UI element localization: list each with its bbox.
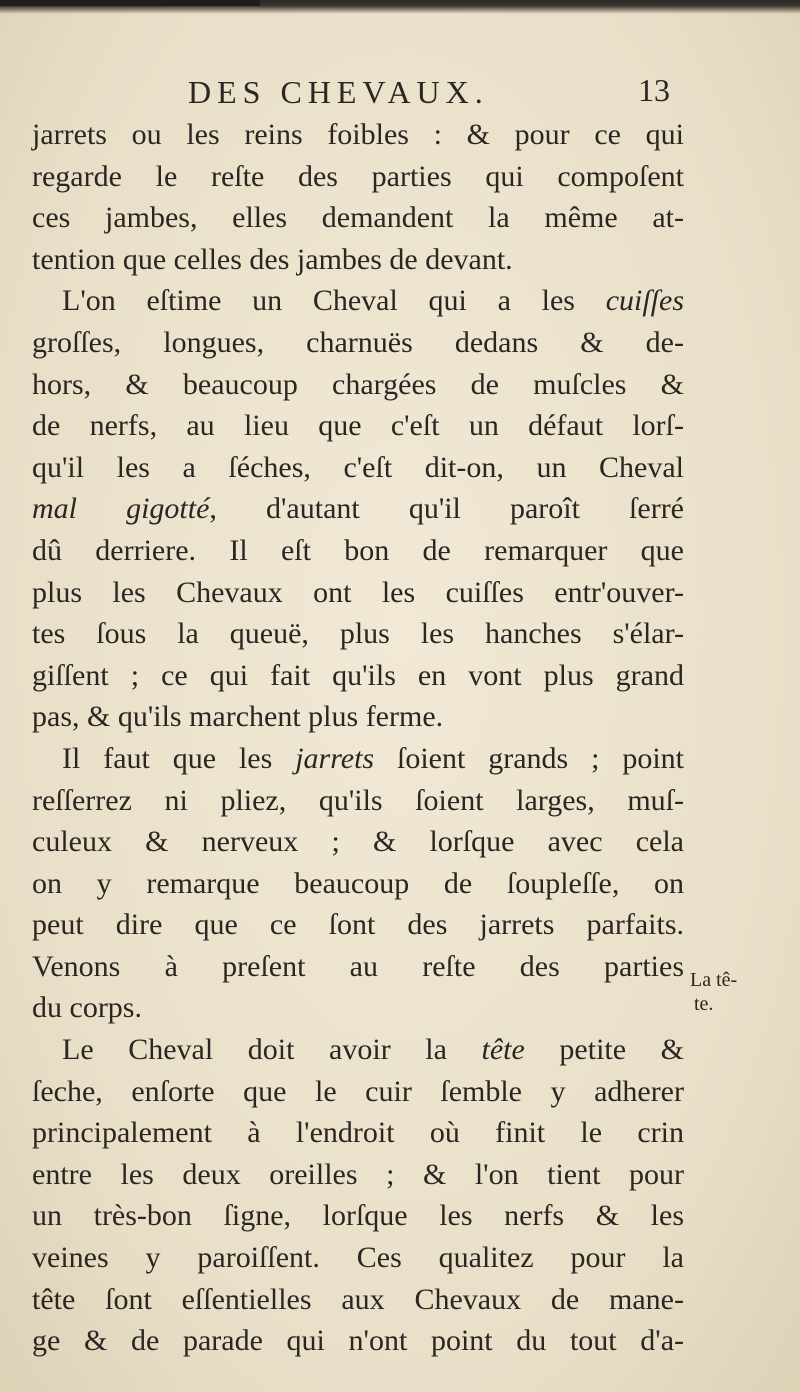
italic-term: tête — [481, 1033, 525, 1067]
text-line: ces jambes, elles demandent la même at- — [32, 201, 684, 235]
marginal-note — [690, 968, 780, 1016]
text-line: peut dire que ce ſont des jarrets parfaits. — [32, 908, 684, 942]
italic-term: cuiſſes — [605, 284, 684, 318]
running-title: DES CHEVAUX. — [188, 74, 489, 110]
text-line: giſſent ; ce qui fait qu'ils en vont plus grand — [32, 658, 684, 692]
marginal-note-line: La tê- — [690, 969, 738, 991]
text-line: tête ſont eſſentielles aux Chevaux de mane- — [32, 1282, 684, 1316]
text-line: L'on eſtime un Cheval qui a les cuiſſes — [62, 284, 684, 318]
text-line: entre les deux oreilles ; & l'on tient pour — [32, 1157, 684, 1191]
text-line: jarrets ou les reins foibles : & pour ce qui — [32, 118, 684, 151]
marginal-note-line: te. — [694, 993, 714, 1015]
text-line: ge & de parade qui n'ont point du tout d'a- — [32, 1324, 684, 1358]
text-line: regarde le reſte des parties qui compoſent — [32, 159, 684, 193]
text-line: pas, & qu'ils marchent plus ferme. — [32, 700, 444, 734]
page-top-edge — [0, 0, 260, 6]
text-line: mal gigotté, d'autant qu'il paroît ſerré — [32, 492, 684, 526]
text-line: Il faut que les jarrets ſoient grands ; point — [62, 741, 685, 775]
page-number: 13 — [638, 72, 670, 108]
text-line: on y remarque beaucoup de ſoupleſſe, on — [32, 866, 684, 900]
text-line: tes ſous la queuë, plus les hanches s'élar- — [32, 617, 684, 651]
text-line: reſſerrez ni pliez, qu'ils ſoient larges, muſ- — [32, 783, 684, 817]
text-line: qu'il les a ſéches, c'eſt dit-on, un Cheval — [32, 450, 684, 484]
italic-term: mal gigotté — [32, 492, 210, 526]
text-line: principalement à l'endroit où finit le crin — [32, 1116, 684, 1150]
text-line: plus les Chevaux ont les cuiſſes entr'ouver- — [32, 575, 684, 609]
text-line: du corps. — [32, 991, 142, 1025]
text-line: dû derriere. Il eſt bon de remarquer que — [32, 533, 684, 567]
running-head — [180, 72, 670, 116]
body-text — [32, 114, 684, 1362]
text-line: Le Cheval doit avoir la tête petite & — [62, 1033, 684, 1067]
text-line: de nerfs, au lieu que c'eſt un défaut lorſ- — [32, 409, 684, 443]
text-line: groſſes, longues, charnuës dedans & de- — [32, 325, 684, 359]
text-line: veines y paroiſſent. Ces qualitez pour la — [32, 1241, 684, 1275]
text-line: un très-bon ſigne, lorſque les nerfs & les — [32, 1199, 684, 1233]
text-line: ſeche, enſorte que le cuir ſemble y adherer — [32, 1074, 684, 1108]
text-line: culeux & nerveux ; & lorſque avec cela — [32, 825, 684, 859]
text-line: Venons à preſent au reſte des parties — [32, 949, 684, 983]
text-line: hors, & beaucoup chargées de muſcles & — [32, 367, 684, 401]
italic-term: jarrets — [295, 741, 375, 775]
text-line: tention que celles des jambes de devant. — [32, 242, 513, 276]
